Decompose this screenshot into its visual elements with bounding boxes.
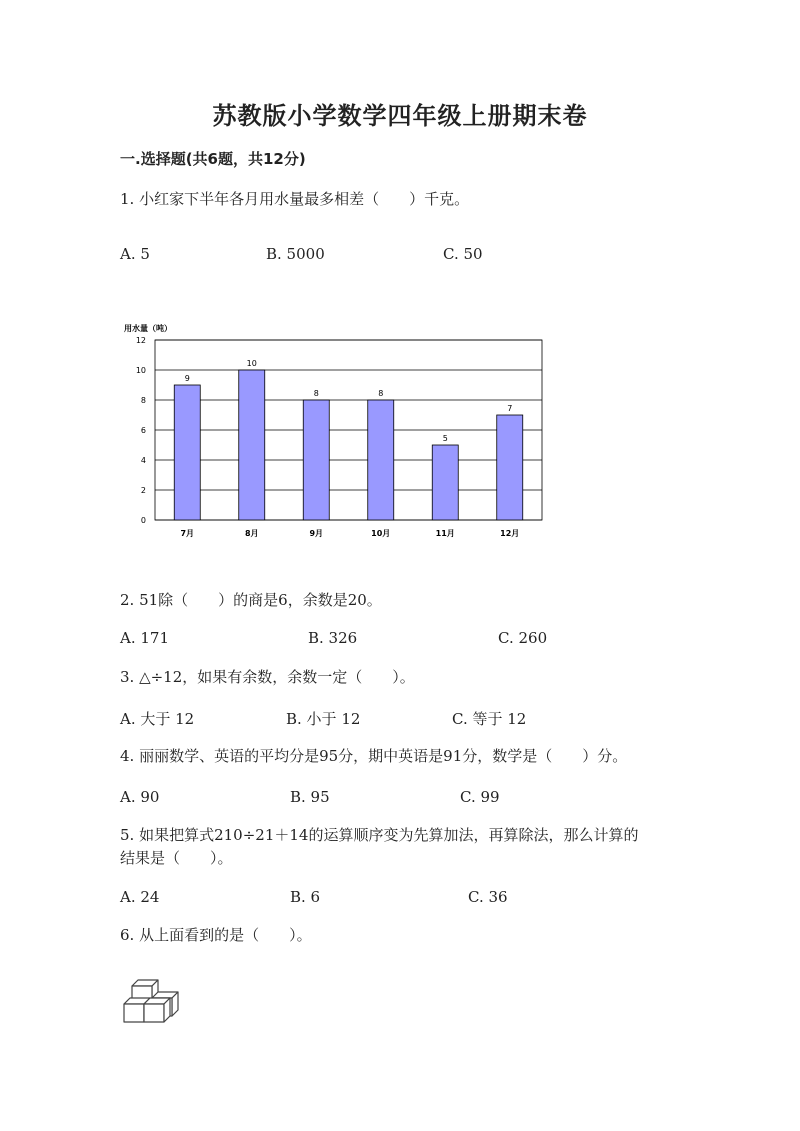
y-tick-label: 0 (140, 516, 146, 525)
question-1: 1. 小红家下半年各月用水量最多相差（ ）千克。 (120, 190, 470, 208)
bar (303, 400, 329, 520)
y-tick-label: 10 (135, 366, 146, 375)
x-tick-label: 10月 (371, 529, 391, 538)
bar (239, 370, 265, 520)
x-tick-label: 7月 (180, 529, 195, 538)
x-tick-label: 9月 (309, 529, 324, 538)
water-usage-chart (120, 320, 550, 545)
q1-option-b[interactable]: B. 5000 (266, 245, 325, 263)
question-5-line-2: 结果是（ ）。 (120, 849, 233, 867)
data-label: 10 (246, 359, 257, 368)
y-tick-label: 4 (140, 456, 146, 465)
bar (368, 400, 394, 520)
q4-option-a[interactable]: A. 90 (120, 788, 160, 806)
cube-face (124, 1004, 144, 1022)
bar (432, 445, 458, 520)
q5-option-b[interactable]: B. 6 (290, 888, 321, 906)
data-label: 7 (507, 404, 513, 413)
bar (497, 415, 523, 520)
question-3: 3. △÷12，如果有余数，余数一定（ ）。 (120, 668, 415, 686)
data-label: 8 (313, 389, 319, 398)
bar (174, 385, 200, 520)
page-title: 苏教版小学数学四年级上册期末卷 (212, 102, 588, 130)
q1-option-a[interactable]: A. 5 (120, 245, 150, 263)
y-tick-label: 6 (140, 426, 146, 435)
data-label: 8 (378, 389, 384, 398)
question-4: 4. 丽丽数学、英语的平均分是95分，期中英语是91分，数学是（ ）分。 (120, 747, 628, 765)
q3-option-c[interactable]: C. 等于 12 (452, 710, 527, 728)
y-tick-label: 2 (140, 486, 146, 495)
section-heading: 一.选择题(共6题，共12分) (120, 150, 306, 168)
q4-option-b[interactable]: B. 95 (290, 788, 330, 806)
q2-option-b[interactable]: B. 326 (308, 629, 358, 647)
x-tick-label: 12月 (500, 529, 520, 538)
question-6: 6. 从上面看到的是（ ）。 (120, 926, 312, 944)
q5-option-c[interactable]: C. 36 (468, 888, 508, 906)
q3-option-a[interactable]: A. 大于 12 (120, 710, 195, 728)
data-label: 5 (442, 434, 448, 443)
y-axis-label: 用水量（吨） (124, 324, 172, 333)
q3-option-b[interactable]: B. 小于 12 (286, 710, 361, 728)
y-tick-label: 8 (140, 396, 146, 405)
x-tick-label: 11月 (435, 529, 455, 538)
y-tick-label: 12 (135, 336, 146, 345)
q4-option-c[interactable]: C. 99 (460, 788, 500, 806)
x-tick-label: 8月 (244, 529, 259, 538)
question-5-line-1: 5. 如果把算式210÷21＋14的运算顺序变为先算加法，再算除法，那么计算的 (120, 826, 639, 844)
q2-option-a[interactable]: A. 171 (120, 629, 169, 647)
q2-option-c[interactable]: C. 260 (498, 629, 548, 647)
cube-stack-figure (120, 978, 182, 1028)
cube-face (144, 1004, 164, 1022)
q5-option-a[interactable]: A. 24 (120, 888, 160, 906)
question-2: 2. 51除（ ）的商是6，余数是20。 (120, 591, 382, 609)
q1-option-c[interactable]: C. 50 (443, 245, 483, 263)
data-label: 9 (184, 374, 190, 383)
